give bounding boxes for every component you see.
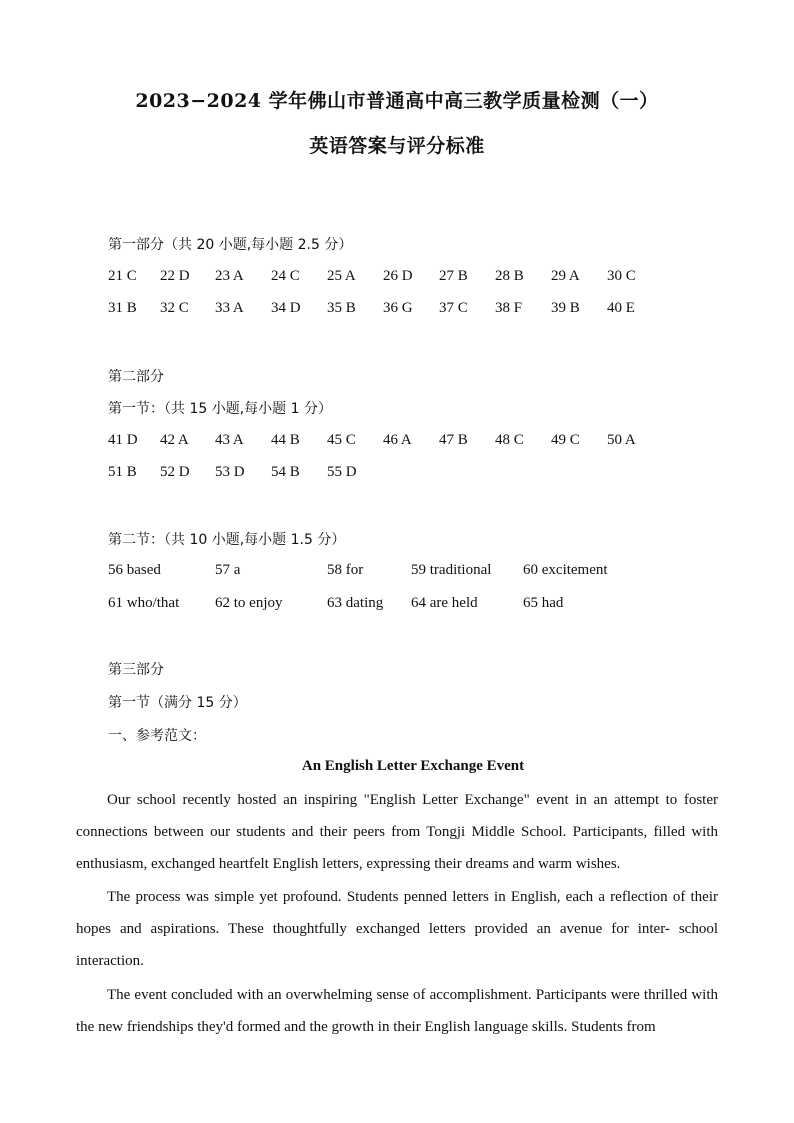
answer-item: 45 C — [327, 432, 356, 448]
part2-section1-row2 — [108, 464, 748, 484]
part2-heading: 第二部分 — [108, 369, 164, 385]
answer-item: 46 A — [383, 432, 412, 448]
answer-item: 64 are held — [411, 595, 478, 611]
answer-item: 58 for — [327, 562, 364, 578]
answer-item: 53 D — [215, 464, 245, 480]
answer-item: 47 B — [439, 432, 468, 448]
part1-answers-row2 — [108, 300, 748, 320]
essay-paragraph: Our school recently hosted an inspiring "English Letter Exchange" event in an attempt to foster connections between our students and their peers from Tongji Middle School. Participants, filled with enthusiasm, exchanged heartfelt English letters, expressing their dreams and warm wishes. — [76, 792, 718, 872]
answer-item: 48 C — [495, 432, 524, 448]
answer-item: 62 to enjoy — [215, 595, 283, 611]
answer-item: 21 C — [108, 268, 137, 284]
answer-item: 37 C — [439, 300, 468, 316]
answer-item: 51 B — [108, 464, 137, 480]
answer-item: 24 C — [271, 268, 300, 284]
answer-item: 63 dating — [327, 595, 384, 611]
answer-item: 65 had — [523, 595, 564, 611]
answer-item: 38 F — [495, 300, 523, 316]
answer-item: 34 D — [271, 300, 301, 316]
essay-title: An English Letter Exchange Event — [301, 758, 525, 774]
part2-section2-row2 — [108, 595, 748, 615]
answer-item: 50 A — [607, 432, 636, 448]
answer-item: 25 A — [327, 268, 356, 284]
sample-essay-label: 一、参考范文： — [108, 728, 206, 744]
answer-item: 59 traditional — [411, 562, 492, 578]
answer-item: 27 B — [439, 268, 468, 284]
answer-item: 60 excitement — [523, 562, 608, 578]
answer-item: 22 D — [160, 268, 190, 284]
part3-section1-heading: 第一节（满分 15 分） — [108, 695, 247, 711]
answer-item: 32 C — [160, 300, 189, 316]
answer-item: 33 A — [215, 300, 244, 316]
answer-item: 23 A — [215, 268, 244, 284]
answer-item: 55 D — [327, 464, 357, 480]
part3-heading: 第三部分 — [108, 662, 164, 678]
page-subtitle: 英语答案与评分标准 — [309, 135, 485, 157]
answer-item: 57 a — [215, 562, 241, 578]
answer-item: 41 D — [108, 432, 138, 448]
page-title: 2023−2024 学年佛山市普通高中高三教学质量检测（一） — [135, 90, 659, 112]
answer-item: 29 A — [551, 268, 580, 284]
answer-item: 40 E — [607, 300, 635, 316]
answer-item: 35 B — [327, 300, 356, 316]
answer-item: 61 who/that — [108, 595, 180, 611]
part2-section2-row1 — [108, 562, 748, 582]
part2-section1-heading: 第一节：（共 15 小题,每小题 1 分） — [108, 401, 332, 417]
answer-item: 43 A — [215, 432, 244, 448]
answer-item: 54 B — [271, 464, 300, 480]
answer-item: 30 C — [607, 268, 636, 284]
answer-item: 39 B — [551, 300, 580, 316]
answer-item: 36 G — [383, 300, 413, 316]
answer-item: 49 C — [551, 432, 580, 448]
answer-item: 52 D — [160, 464, 190, 480]
part1-heading: 第一部分（共 20 小题,每小题 2.5 分） — [108, 237, 353, 253]
answer-item: 42 A — [160, 432, 189, 448]
essay-paragraph: The event concluded with an overwhelming sense of accomplishment. Participants were thrilled with the new friendships they'd formed and the growth in their English language skills. Students from — [76, 987, 718, 1035]
answer-item: 56 based — [108, 562, 161, 578]
answer-item: 31 B — [108, 300, 137, 316]
part2-section2-heading: 第二节：（共 10 小题,每小题 1.5 分） — [108, 532, 346, 548]
answer-item: 28 B — [495, 268, 524, 284]
part2-section1-row1 — [108, 432, 748, 452]
essay-paragraph: The process was simple yet profound. Students penned letters in English, each a reflection of their hopes and aspirations. These thoughtfully exchanged letters provided an avenue for inter- school interaction. — [76, 889, 718, 969]
part1-answers-row1 — [108, 268, 748, 288]
answer-item: 44 B — [271, 432, 300, 448]
answer-item: 26 D — [383, 268, 413, 284]
